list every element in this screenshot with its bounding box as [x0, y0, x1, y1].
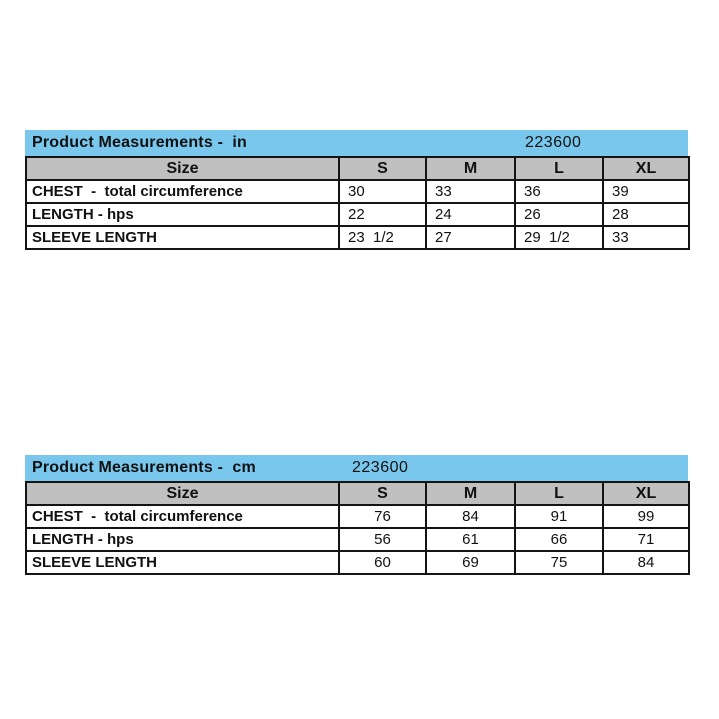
value-cell: 23 1/2 [339, 226, 426, 249]
row-label: LENGTH - hps [26, 203, 339, 226]
size-col-xl: XL [603, 482, 689, 505]
measurement-grid [25, 156, 690, 250]
table-title: Product Measurements - in [32, 134, 248, 151]
value-cell: 66 [515, 528, 603, 551]
size-header-label: Size [26, 482, 339, 505]
table-row-chest [26, 180, 689, 203]
value-cell: 71 [603, 528, 689, 551]
size-col-m: M [426, 157, 515, 180]
table-row-length [26, 203, 689, 226]
size-header-row [26, 157, 689, 180]
size-col-s: S [339, 482, 426, 505]
value-cell: 36 [515, 180, 603, 203]
row-label: CHEST - total circumference [26, 180, 339, 203]
row-label: SLEEVE LENGTH [26, 226, 339, 249]
measurement-grid [25, 481, 690, 575]
value-cell: 76 [339, 505, 426, 528]
table-row-sleeve [26, 551, 689, 574]
value-cell: 30 [339, 180, 426, 203]
value-cell: 27 [426, 226, 515, 249]
value-cell: 84 [603, 551, 689, 574]
measurement-table-in [25, 130, 688, 250]
size-header-row [26, 482, 689, 505]
value-cell: 69 [426, 551, 515, 574]
product-code: 223600 [525, 134, 582, 151]
size-col-m: M [426, 482, 515, 505]
value-cell: 39 [603, 180, 689, 203]
measurement-table-cm [25, 455, 688, 575]
value-cell: 84 [426, 505, 515, 528]
value-cell: 33 [603, 226, 689, 249]
value-cell: 61 [426, 528, 515, 551]
table-title-band [25, 130, 688, 156]
value-cell: 26 [515, 203, 603, 226]
value-cell: 22 [339, 203, 426, 226]
size-col-l: L [515, 157, 603, 180]
value-cell: 24 [426, 203, 515, 226]
value-cell: 75 [515, 551, 603, 574]
size-col-xl: XL [603, 157, 689, 180]
table-title-band [25, 455, 688, 481]
table-title: Product Measurements - cm [32, 459, 256, 476]
row-label: LENGTH - hps [26, 528, 339, 551]
value-cell: 33 [426, 180, 515, 203]
value-cell: 91 [515, 505, 603, 528]
value-cell: 56 [339, 528, 426, 551]
size-header-label: Size [26, 157, 339, 180]
table-row-chest [26, 505, 689, 528]
value-cell: 28 [603, 203, 689, 226]
size-col-s: S [339, 157, 426, 180]
value-cell: 29 1/2 [515, 226, 603, 249]
value-cell: 60 [339, 551, 426, 574]
row-label: CHEST - total circumference [26, 505, 339, 528]
table-row-length [26, 528, 689, 551]
value-cell: 99 [603, 505, 689, 528]
table-row-sleeve [26, 226, 689, 249]
size-col-l: L [515, 482, 603, 505]
row-label: SLEEVE LENGTH [26, 551, 339, 574]
product-code: 223600 [352, 459, 409, 476]
